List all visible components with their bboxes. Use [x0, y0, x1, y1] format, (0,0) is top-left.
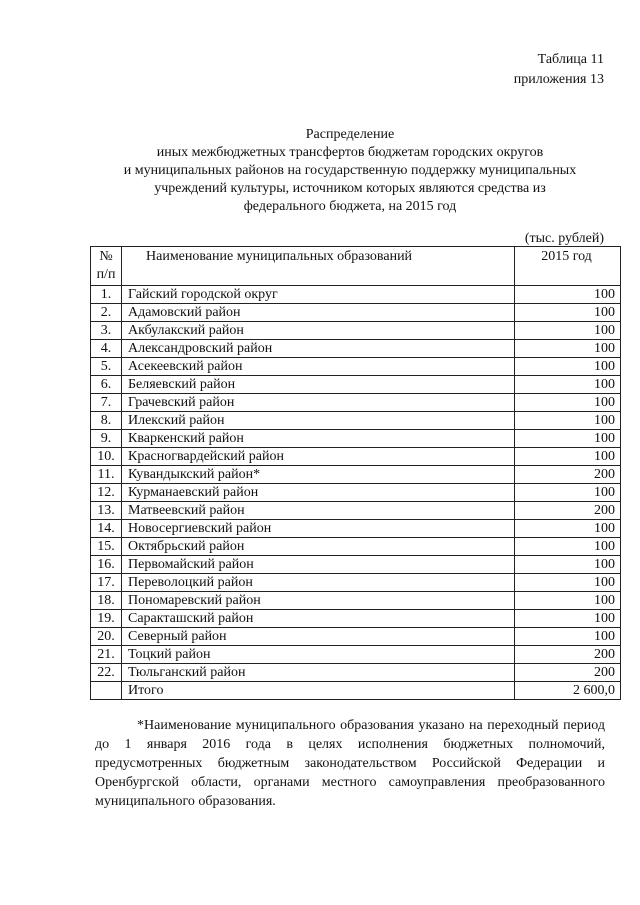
row-number-cell: 5.: [91, 358, 122, 376]
row-name-cell: Асекеевский район: [122, 358, 515, 376]
row-value-cell: 100: [515, 592, 621, 610]
row-name-cell: Кваркенский район: [122, 430, 515, 448]
row-name-cell: Александровский район: [122, 340, 515, 358]
row-name-cell: Пономаревский район: [122, 592, 515, 610]
row-name-cell: Тюльганский район: [122, 664, 515, 682]
row-name-cell: Красногвардейский район: [122, 448, 515, 466]
row-number-cell: 20.: [91, 628, 122, 646]
row-value-cell: 100: [515, 394, 621, 412]
row-value-cell: 100: [515, 304, 621, 322]
total-label-cell: Итого: [122, 682, 515, 700]
row-value-cell: 100: [515, 484, 621, 502]
row-name-cell: Адамовский район: [122, 304, 515, 322]
row-number-cell: 7.: [91, 394, 122, 412]
total-value-cell: 2 600,0: [515, 682, 621, 700]
table-row: [91, 448, 621, 466]
table-row: [91, 556, 621, 574]
row-number-cell: 15.: [91, 538, 122, 556]
row-value-cell: 100: [515, 628, 621, 646]
units-label: (тыс. рублей): [524, 231, 604, 246]
header-number-cell: [91, 247, 122, 286]
table-row: [91, 394, 621, 412]
row-number-cell: 8.: [91, 412, 122, 430]
row-name-cell: Акбулакский район: [122, 322, 515, 340]
total-row: [91, 682, 621, 700]
distribution-table: [90, 246, 621, 700]
table-row: [91, 412, 621, 430]
row-name-cell: Новосергиевский район: [122, 520, 515, 538]
row-name-cell: Кувандыкский район*: [122, 466, 515, 484]
row-number-cell: 22.: [91, 664, 122, 682]
row-value-cell: 200: [515, 502, 621, 520]
row-number-cell: 19.: [91, 610, 122, 628]
row-number-cell: 16.: [91, 556, 122, 574]
table-row: [91, 340, 621, 358]
row-number-cell: 18.: [91, 592, 122, 610]
row-name-cell: Переволоцкий район: [122, 574, 515, 592]
row-name-cell: Саракташский район: [122, 610, 515, 628]
header-year-cell: 2015 год: [515, 247, 621, 286]
title-line-4: учреждений культуры, источником которых являются средства из: [154, 181, 546, 196]
row-value-cell: 100: [515, 448, 621, 466]
row-value-cell: 100: [515, 340, 621, 358]
table-row: [91, 430, 621, 448]
row-value-cell: 100: [515, 376, 621, 394]
row-value-cell: 200: [515, 466, 621, 484]
row-value-cell: 100: [515, 286, 621, 304]
row-number-cell: 11.: [91, 466, 122, 484]
row-name-cell: Гайский городской округ: [122, 286, 515, 304]
row-value-cell: 100: [515, 574, 621, 592]
row-name-cell: Грачевский район: [122, 394, 515, 412]
row-value-cell: 100: [515, 610, 621, 628]
row-value-cell: 100: [515, 538, 621, 556]
header-number-symbol: №: [99, 249, 113, 264]
table-row: [91, 574, 621, 592]
table-row: [91, 520, 621, 538]
row-number-cell: 14.: [91, 520, 122, 538]
footnote: *Наименование муниципального образования указано на переходный период до 1 января 2016 года в целях исполнения бюджетных полномочий, предусмотренных бюджетным законодательством Российской Федерации и Оренбургской области, органами местного самоуправления преобразованного муниципального образования.: [95, 718, 605, 809]
row-number-cell: 4.: [91, 340, 122, 358]
table-number-label: Таблица 11: [537, 52, 604, 67]
row-value-cell: 100: [515, 520, 621, 538]
table-row: [91, 664, 621, 682]
table-row: [91, 322, 621, 340]
row-name-cell: Первомайский район: [122, 556, 515, 574]
row-number-cell: 1.: [91, 286, 122, 304]
row-value-cell: 100: [515, 412, 621, 430]
row-value-cell: 200: [515, 646, 621, 664]
row-value-cell: 100: [515, 322, 621, 340]
table-header-row: [91, 247, 621, 286]
table-row: [91, 466, 621, 484]
table-row: [91, 610, 621, 628]
table-row: [91, 628, 621, 646]
title-line-1: Распределение: [305, 127, 395, 142]
header-name-cell: Наименование муниципальных образований: [122, 247, 515, 286]
document-title: [80, 126, 620, 216]
table-row: [91, 538, 621, 556]
title-line-5: федерального бюджета, на 2015 год: [243, 199, 457, 214]
table-row: [91, 592, 621, 610]
row-name-cell: Илекский район: [122, 412, 515, 430]
row-name-cell: Курманаевский район: [122, 484, 515, 502]
title-line-3: и муниципальных районов на государственную поддержку муниципальных: [123, 163, 577, 178]
row-value-cell: 100: [515, 358, 621, 376]
row-number-cell: 17.: [91, 574, 122, 592]
header-number-abbrev: п/п: [96, 267, 116, 282]
appendix-label: приложения 13: [513, 72, 604, 87]
table-row: [91, 304, 621, 322]
row-number-cell: 9.: [91, 430, 122, 448]
row-name-cell: Октябрьский район: [122, 538, 515, 556]
row-value-cell: 200: [515, 664, 621, 682]
table-row: [91, 376, 621, 394]
row-name-cell: Северный район: [122, 628, 515, 646]
title-line-2: иных межбюджетных трансфертов бюджетам городских округов: [156, 145, 544, 160]
row-value-cell: 100: [515, 430, 621, 448]
row-name-cell: Матвеевский район: [122, 502, 515, 520]
table-row: [91, 502, 621, 520]
row-number-cell: 12.: [91, 484, 122, 502]
table-row: [91, 286, 621, 304]
row-number-cell: 21.: [91, 646, 122, 664]
table-row: [91, 358, 621, 376]
row-name-cell: Беляевский район: [122, 376, 515, 394]
row-number-cell: 2.: [91, 304, 122, 322]
total-number-cell: [91, 682, 122, 700]
row-number-cell: 6.: [91, 376, 122, 394]
row-value-cell: 100: [515, 556, 621, 574]
row-number-cell: 13.: [91, 502, 122, 520]
table-row: [91, 646, 621, 664]
table-row: [91, 484, 621, 502]
table-reference: [514, 50, 604, 90]
row-number-cell: 3.: [91, 322, 122, 340]
row-number-cell: 10.: [91, 448, 122, 466]
row-name-cell: Тоцкий район: [122, 646, 515, 664]
